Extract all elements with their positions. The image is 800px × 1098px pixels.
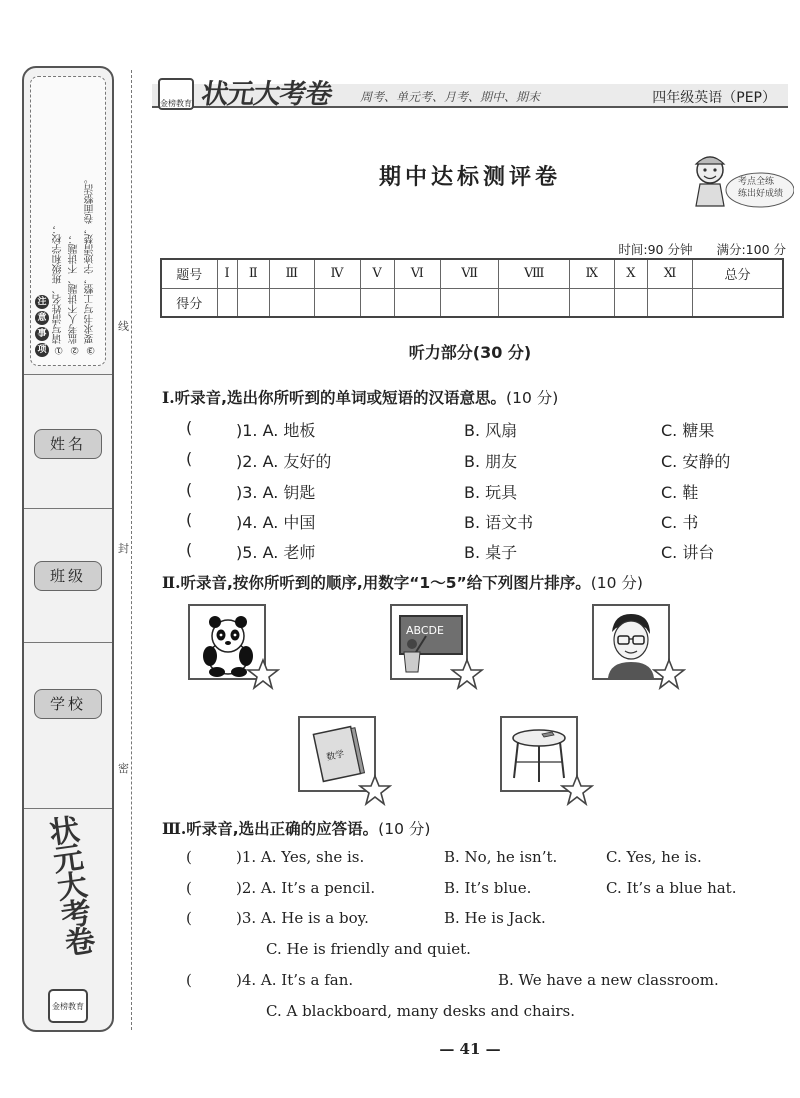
score-cell[interactable] [237, 288, 269, 317]
name-field-block [24, 374, 112, 508]
header-grade: 四年级英语（PEP） [652, 90, 776, 106]
score-cell[interactable] [570, 288, 615, 317]
score-table-row1-label: 题号 [161, 259, 217, 288]
answer-blank[interactable]: ( [186, 418, 193, 437]
cut-mark-seal: 封 [118, 542, 129, 555]
exam-full-score: 满分:100 分 [716, 242, 786, 257]
score-cell[interactable] [499, 288, 570, 317]
q1-item-1: ( )1. A. 地板 B. 风扇 C. 糖果 [186, 418, 715, 440]
brand-badge: 金榜教育 [158, 78, 194, 110]
page-number: — 41 — [439, 1040, 501, 1058]
answer-blank[interactable]: ( [186, 510, 193, 529]
q1-title: Ⅰ.听录音,选出你所听到的单词或短语的汉语意思。(10 分) [162, 388, 559, 407]
note-3: ③要求书写工整，字迹清楚，卷面整洁。 [85, 174, 96, 355]
cut-mark-secret: 密 [118, 762, 129, 775]
answer-blank[interactable]: ( [186, 848, 192, 866]
brand-title: 状元大考卷 [199, 79, 334, 110]
sidebar-logo [24, 808, 112, 1030]
star-icon[interactable] [358, 774, 392, 806]
note-2: ②监考人不讲题、不讲题； [69, 234, 80, 355]
answer-blank[interactable]: ( [186, 449, 193, 468]
star-icon[interactable] [246, 658, 280, 690]
q3-item-4-continued: C. A blackboard, many desks and chairs. [266, 1002, 576, 1020]
q3-item-3: ( )3. A. He is a boy. B. He is Jack. [186, 909, 546, 927]
score-table-score-row [161, 288, 783, 317]
score-cell[interactable] [440, 288, 498, 317]
class-field-block [24, 508, 112, 642]
school-field-block [24, 642, 112, 808]
exam-time: 时间:90 分钟 [618, 242, 693, 257]
q2-title: Ⅱ.听录音,按你所听到的顺序,用数字“1～5”给下列图片排序。(10 分) [162, 573, 643, 592]
score-table [160, 258, 784, 318]
q3-item-3-continued: C. He is friendly and quiet. [266, 940, 471, 958]
exam-info [598, 240, 786, 258]
score-cell[interactable] [360, 288, 394, 317]
notes-box [30, 76, 106, 366]
score-cell[interactable] [614, 288, 648, 317]
score-table-header-row: 题号 Ⅰ Ⅱ Ⅲ Ⅳ Ⅴ Ⅵ Ⅶ Ⅷ Ⅸ Ⅹ Ⅺ 总分 [161, 259, 783, 288]
answer-blank[interactable]: ( [186, 540, 193, 559]
q3-title: Ⅲ.听录音,选出正确的应答语。(10 分) [162, 819, 431, 838]
note-1: ①请写清姓名、班级和学校； [53, 224, 64, 355]
star-icon[interactable] [652, 658, 686, 690]
notes-title: 注 意 事 项 [35, 295, 49, 357]
score-cell[interactable] [217, 288, 237, 317]
binding-margin [22, 66, 114, 1032]
header-subtitle: 周考、单元考、月考、期中、期末 [360, 90, 541, 104]
q1-item-5: ( )5. A. 老师 B. 桌子 C. 讲台 [186, 540, 715, 562]
q1-item-3: ( )3. A. 钥匙 B. 玩具 C. 鞋 [186, 480, 699, 502]
q3-item-4: ( )4. A. It’s a fan. B. We have a new classroom. [186, 971, 719, 989]
sidebar-logo-text: 状元大考卷 [41, 813, 96, 957]
answer-blank[interactable]: ( [186, 879, 192, 897]
score-cell[interactable] [648, 288, 693, 317]
page-title: 期中达标测评卷 [378, 165, 561, 190]
q1-item-2: ( )2. A. 友好的 B. 朋友 C. 安静的 [186, 449, 731, 471]
star-icon[interactable] [560, 774, 594, 806]
score-cell[interactable] [314, 288, 360, 317]
book-cover-text: 数学 [325, 749, 346, 764]
score-table-row2-label: 得分 [161, 288, 217, 317]
cut-line [131, 70, 132, 1030]
school-field-label[interactable]: 学校 [34, 689, 102, 719]
score-cell-total[interactable] [692, 288, 783, 317]
answer-blank[interactable]: ( [186, 480, 193, 499]
class-field-label[interactable]: 班级 [34, 561, 102, 591]
answer-blank[interactable]: ( [186, 971, 192, 989]
listening-section-heading: 听力部分(30 分) [408, 343, 532, 362]
name-field-label[interactable]: 姓名 [34, 429, 102, 459]
cut-mark-line: 线 [118, 320, 129, 333]
q3-item-2: ( )2. A. It’s a pencil. B. It’s blue. C. It’s a blue hat. [186, 879, 737, 897]
board-text: ABCDE [406, 624, 444, 637]
score-cell[interactable] [270, 288, 315, 317]
q3-item-1: ( )1. A. Yes, she is. B. No, he isn’t. C. Yes, he is. [186, 848, 702, 866]
header [152, 72, 788, 112]
mascot-caption: 考点全练 练出好成绩 [738, 177, 784, 199]
answer-blank[interactable]: ( [186, 909, 192, 927]
q1-item-4: ( )4. A. 中国 B. 语文书 C. 书 [186, 510, 699, 532]
sidebar-badge: 金榜教育 [48, 989, 88, 1023]
star-icon[interactable] [450, 658, 484, 690]
score-cell[interactable] [394, 288, 440, 317]
